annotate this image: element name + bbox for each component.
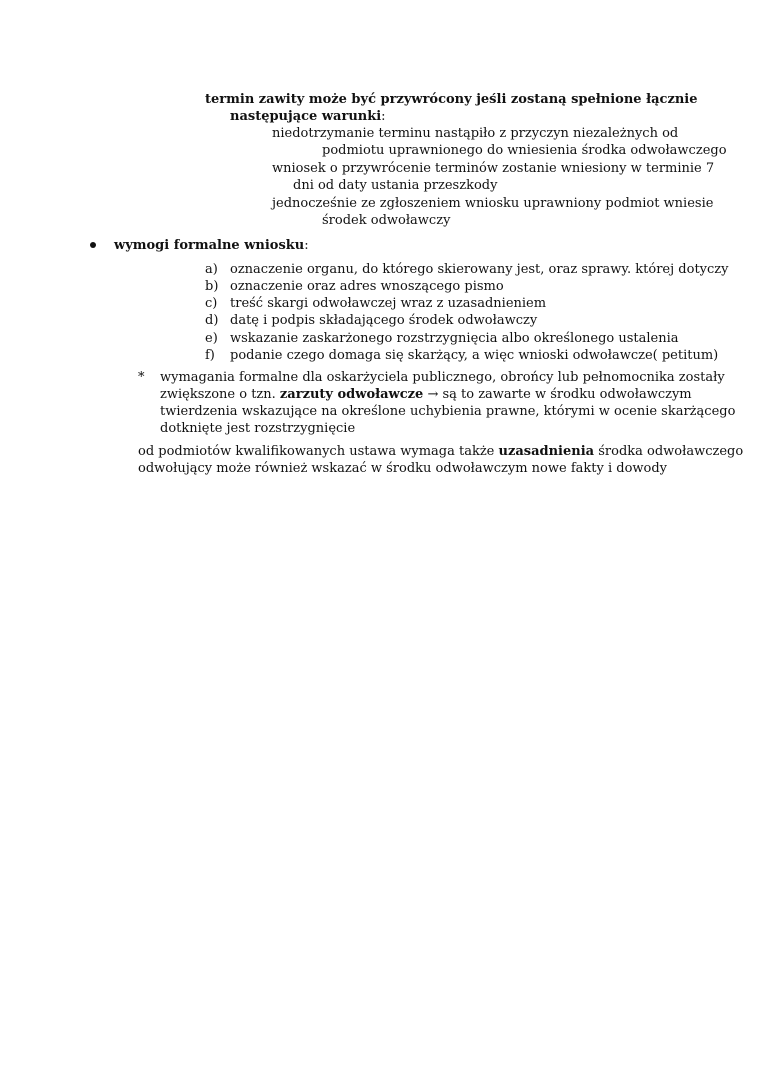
note-line2-post: → są to zawarte w środku odwoławczym — [423, 387, 692, 402]
appeal-charges-term: zarzuty odwoławcze — [279, 387, 424, 402]
list-item-b: oznaczenie oraz adres wnoszącego pismo — [230, 279, 504, 294]
bullet-heading-text: wymogi formalne wniosku — [114, 238, 305, 253]
section1-heading-line2 — [230, 108, 386, 125]
note-line1: wymagania formalne dla oskarżyciela publicznego, obrońcy lub pełnomocnika zostały — [160, 370, 725, 385]
condition-1-line1: niedotrzymanie terminu nastąpiło z przyczyn niezależnych od — [272, 126, 679, 141]
list-marker-d: d) — [205, 313, 219, 328]
note-line4: dotknięte jest rozstrzygnięcie — [160, 421, 356, 436]
list-marker-f: f) — [205, 348, 215, 363]
condition-2-line1: wniosek o przywrócenie terminów zostanie wniesiony w terminie 7 — [272, 161, 715, 176]
bullet-dot-icon — [90, 242, 96, 248]
note-line2 — [160, 386, 692, 403]
closing-line1-pre: od podmiotów kwalifikowanych ustawa wymaga także — [138, 444, 499, 459]
closing-line1 — [138, 443, 743, 460]
note-line2-pre: zwiększone o tzn. — [160, 387, 280, 402]
closing-line1-post: środka odwoławczego — [594, 444, 744, 459]
section1-heading-line1: termin zawity może być przywrócony jeśli zostaną spełnione łącznie — [205, 92, 698, 107]
list-item-a: oznaczenie organu, do którego skierowany jest, oraz sprawy. której dotyczy — [230, 262, 729, 277]
condition-3-line1: jednocześnie ze zgłoszeniem wniosku uprawniony podmiot wniesie — [272, 196, 714, 211]
condition-1-line2: podmiotu uprawnionego do wniesienia środka odwoławczego — [322, 143, 727, 158]
list-item-c: treść skargi odwoławczej wraz z uzasadnieniem — [230, 296, 547, 311]
list-item-d: datę i podpis składającego środek odwoławczy — [230, 313, 538, 328]
bullet-heading-colon: : — [304, 238, 309, 253]
bullet-heading — [114, 237, 309, 254]
list-item-f: podanie czego domaga się skarżący, a więc wnioski odwoławcze( petitum) — [230, 348, 719, 363]
list-item-e: wskazanie zaskarżonego rozstrzygnięcia albo określonego ustalenia — [230, 331, 679, 346]
conditions-label: następujące warunki — [230, 109, 382, 124]
list-marker-a: a) — [205, 262, 218, 277]
list-marker-c: c) — [205, 296, 218, 311]
note-line3: twierdzenia wskazujące na określone uchybienia prawne, którymi w ocenie skarżącego — [160, 404, 736, 419]
condition-2-line2: dni od daty ustania przeszkody — [293, 178, 498, 193]
condition-3-line2: środek odwoławczy — [322, 213, 451, 228]
list-marker-e: e) — [205, 331, 218, 346]
note-asterisk: * — [138, 370, 145, 385]
justification-term: uzasadnienia — [498, 444, 595, 459]
closing-line2: odwołujący może również wskazać w środku odwoławczym nowe fakty i dowody — [138, 461, 668, 476]
list-marker-b: b) — [205, 279, 219, 294]
conditions-label-colon: : — [381, 109, 386, 124]
